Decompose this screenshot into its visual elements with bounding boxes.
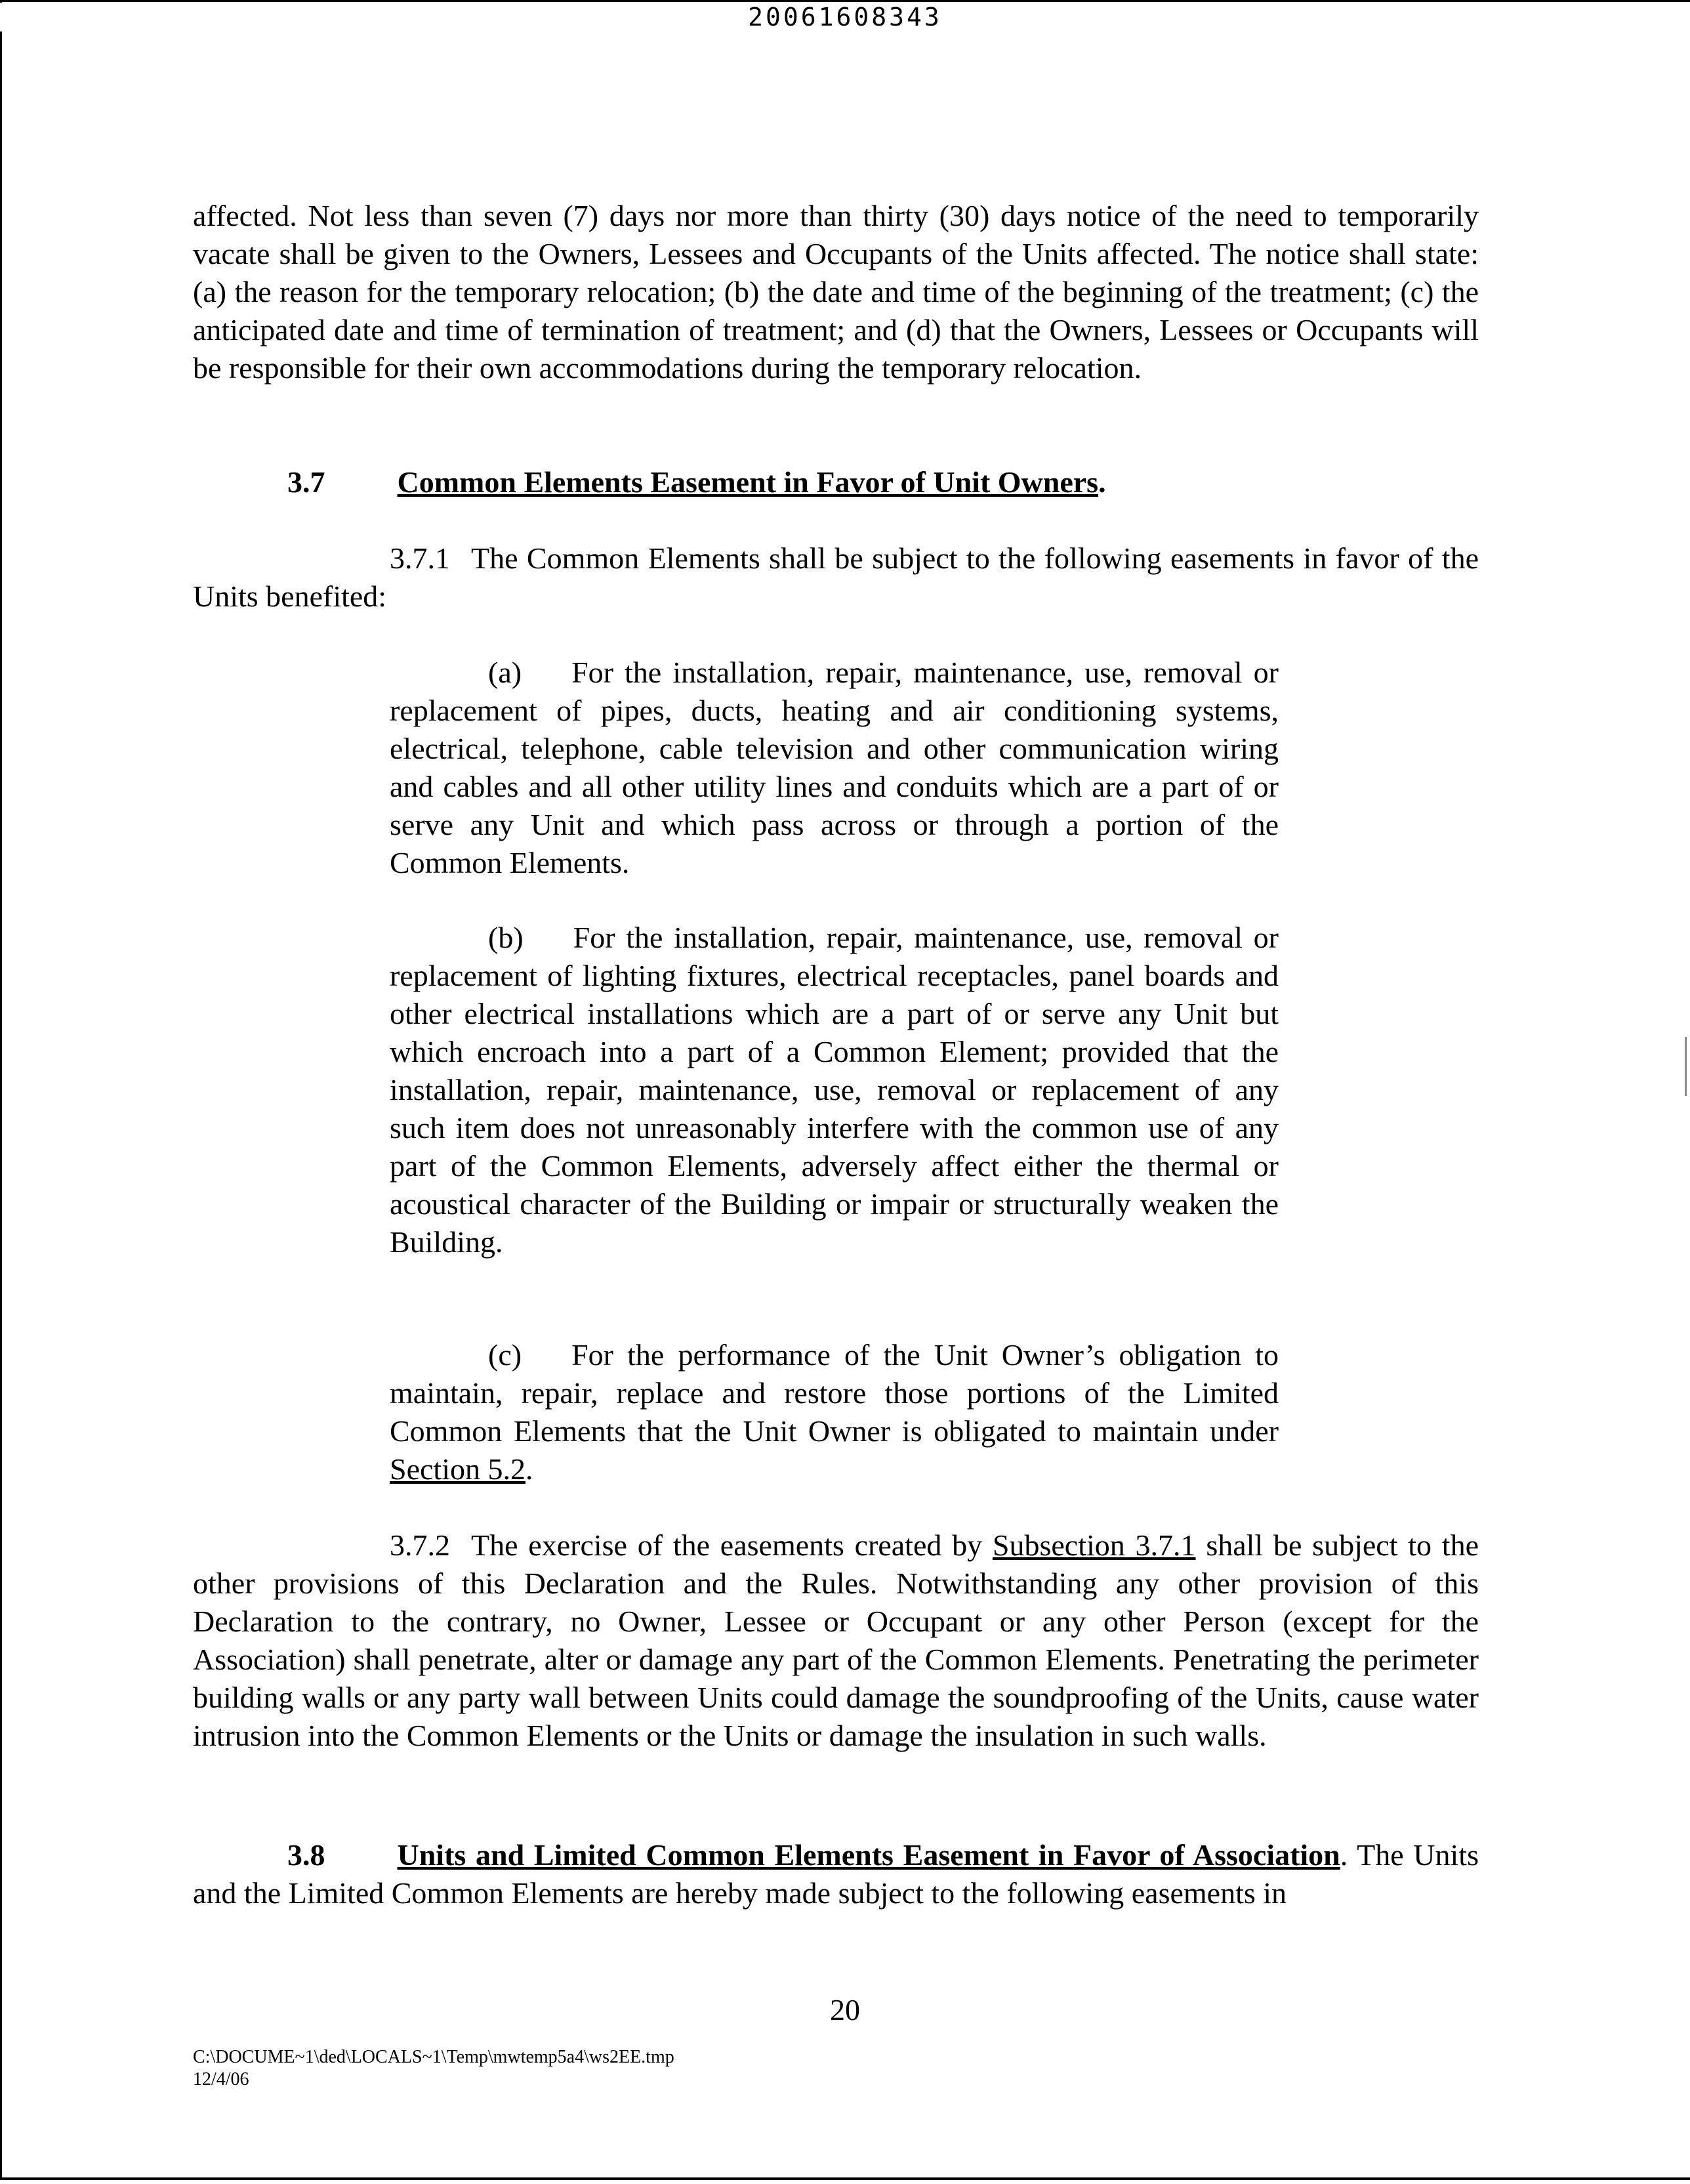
scan-mark: [1685, 1037, 1687, 1096]
item-text: For the installation, repair, maintenance, use, removal or replacement of lighting fixtures, electrical receptacles, panel boards and other electrical installations which are a part of or serve any Unit but which encroach into a part of a Common Element; provided that the installation, repair, maintenance, use, removal or replacement of any such item does not unreasonably interfere with the common use of any part of the Common Elements, adversely affect either the thermal or acoustical character of the Building or impair or structurally weaken the Building.: [390, 921, 1279, 1259]
subsection-number: 3.7.2: [390, 1528, 450, 1562]
footer: [193, 2046, 674, 2091]
item-b: [390, 919, 1279, 1261]
section-title: Units and Limited Common Elements Easement in Favor of Association: [397, 1838, 1340, 1872]
section-title: Common Elements Easement in Favor of Unit Owners: [397, 465, 1099, 499]
section-text: . The Units and the Limited Common Elements are hereby made subject to the following easements in: [193, 1838, 1479, 1910]
item-label: (b): [488, 921, 524, 954]
item-a: [390, 654, 1279, 882]
subsection-text: The Common Elements shall be subject to the following easements in favor of the Units benefited:: [193, 541, 1479, 613]
footer-date: 12/4/06: [193, 2069, 249, 2090]
section-reference-link[interactable]: Section 5.2: [390, 1452, 526, 1486]
item-c: [390, 1336, 1279, 1488]
file-path: C:\DOCUME~1\ded\LOCALS~1\Temp\mwtemp5a4\ws2EE.tmp: [193, 2047, 674, 2067]
document-number-header: [0, 3, 1690, 32]
scan-border-top: [0, 0, 1690, 2]
item-text: For the installation, repair, maintenance, use, removal or replacement of pipes, ducts, heating and air conditioning systems, electrical, telephone, cable television and other communication wiring and cables and all other utility lines and conduits which are a part of or serve any Unit and which pass across or through a portion of the Common Elements.: [390, 656, 1279, 879]
subsection-reference-link[interactable]: Subsection 3.7.1: [992, 1528, 1196, 1562]
scan-border-left: [0, 0, 2, 2180]
item-text-end: .: [525, 1452, 533, 1486]
paragraph-top: affected. Not less than seven (7) days nor more than thirty (30) days notice of the need to temporarily vacate shall be given to the Owners, Lessees and Occupants of the Units affected. The notice shall state: (a) the reason for the temporary relocation; (b) the date and time of the beginning of the treatment; (c) the anticipated date and time of termination of treatment; and (d) that the Owners, Lessees or Occupants will be responsible for their own accommodations during the temporary relocation.: [193, 199, 1479, 385]
subsection-text-rest: shall be subject to the other provisions of this Declaration and the Rules. Notwithstanding any other provision of this Declaration to the contrary, no Owner, Lessee or Occupant or any other Person (except for the Association) shall penetrate, alter or damage any part of the Common Elements. Penetrating the perimeter building walls or any party wall between Units could damage the soundproofing of the Units, cause water intrusion into the Common Elements or the Units or damage the insulation in such walls.: [193, 1528, 1479, 1752]
subsection-number: 3.7.1: [390, 541, 450, 575]
document-number: 20061608343: [744, 3, 946, 32]
section-title-end: .: [1098, 465, 1106, 499]
section-number: 3.7: [287, 465, 325, 499]
subsection-text: The exercise of the easements created by: [471, 1528, 993, 1562]
section-number: 3.8: [287, 1838, 325, 1872]
page-number: 20: [830, 1993, 860, 2026]
section-3-7-heading: [287, 463, 1106, 501]
subsection-3-7-2: [193, 1526, 1479, 1755]
item-label: (c): [488, 1338, 522, 1372]
subsection-3-7-1: [193, 539, 1479, 616]
item-text: For the performance of the Unit Owner’s obligation to maintain, repair, replace and restore those portions of the Limited Common Elements that the Unit Owner is obligated to maintain under: [390, 1338, 1279, 1448]
scan-border-bottom: [0, 2177, 1690, 2180]
item-label: (a): [488, 656, 522, 689]
section-3-8: [193, 1836, 1479, 1912]
